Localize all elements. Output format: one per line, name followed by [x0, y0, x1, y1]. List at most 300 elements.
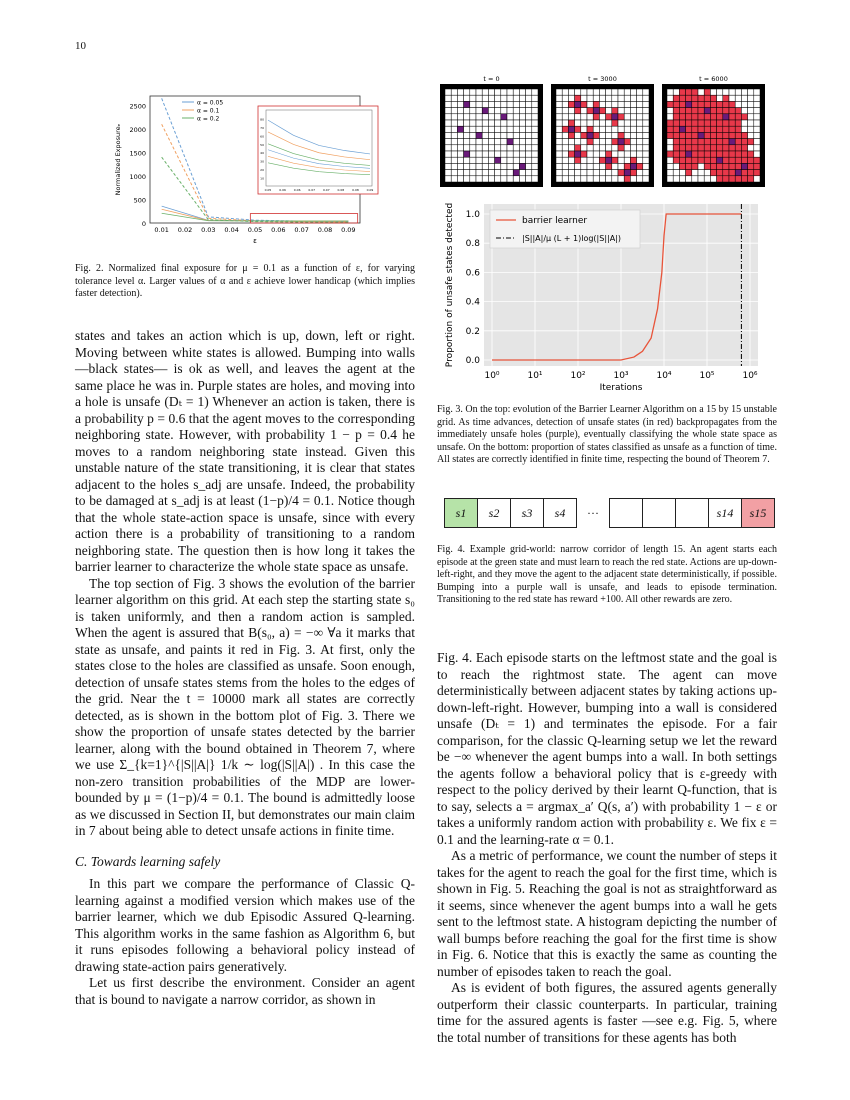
grid-cell [519, 170, 525, 176]
grid-cell [606, 157, 612, 163]
grid-cell [637, 126, 643, 132]
grid-cell [618, 101, 624, 107]
grid-cell [575, 157, 581, 163]
grid-cell [754, 89, 760, 95]
y-tick-label: 1000 [129, 172, 146, 181]
grid-cell [507, 170, 513, 176]
grid-cell [612, 163, 618, 169]
grid-cell [476, 151, 482, 157]
grid-cell [556, 126, 562, 132]
grid-cell [593, 126, 599, 132]
grid-cell [710, 101, 716, 107]
grid-cell [723, 126, 729, 132]
grid-cell [562, 132, 568, 138]
grid-cell [710, 95, 716, 101]
grid-cell [526, 114, 532, 120]
grid-cell [457, 145, 463, 151]
grid-cell [488, 139, 494, 145]
inset-y-tick: 20 [260, 168, 264, 173]
grid-cell [686, 151, 692, 157]
grid-cell [735, 163, 741, 169]
grid-cell [457, 95, 463, 101]
fig3-caption: Fig. 3. On the top: evolution of the Barrier Learner Algorithm on a 15 by 15 unstable grid. As time advances, detection of unsafe states (in red) backpropagates from the immediately unsafe holes (purple), eventually classifying the whole state space as unsafe. On the bottom: proportion of states classified as unsafe as a function of time. All states are correctly identified in finite time, respecting the bound of Theorem 7. [437, 404, 777, 466]
grid-cell [704, 114, 710, 120]
grid-cell [562, 157, 568, 163]
grid-cell [729, 95, 735, 101]
grid-cell [476, 139, 482, 145]
grid-0 [445, 89, 538, 182]
grid-cell [519, 132, 525, 138]
paragraph: Let us first describe the environment. Consider an agent that is bound to navigate a narrow corridor, as shown in [75, 975, 415, 1007]
grid-cell [643, 120, 649, 126]
grid-cell [729, 163, 735, 169]
grid-cell [735, 176, 741, 182]
grid-cell [599, 151, 605, 157]
grid-cell [470, 114, 476, 120]
legend-label: barrier learner [522, 216, 588, 226]
grid-cell [729, 108, 735, 114]
grid-cell [704, 170, 710, 176]
grid-cell [445, 163, 451, 169]
grid-cell [587, 126, 593, 132]
grid-cell [495, 114, 501, 120]
grid-cell [673, 120, 679, 126]
grid-cell [495, 163, 501, 169]
grid-cell [679, 176, 685, 182]
grid-cell [735, 114, 741, 120]
grid-cell [612, 89, 618, 95]
grid-cell [618, 108, 624, 114]
grid-cell [476, 163, 482, 169]
x-tick-label: 0.09 [341, 226, 356, 234]
grid-cell [556, 151, 562, 157]
grid-cell [464, 89, 470, 95]
grid-cell [575, 176, 581, 182]
grid-cell [729, 101, 735, 107]
grid-cell [495, 126, 501, 132]
grid-cell [704, 89, 710, 95]
grid-cell [526, 145, 532, 151]
grid-cell [630, 176, 636, 182]
grid-cell [464, 114, 470, 120]
inset-y-tick: 30 [260, 159, 264, 164]
grid-cell [587, 151, 593, 157]
grid-cell [599, 132, 605, 138]
grid-cell [526, 126, 532, 132]
grid-cell [735, 170, 741, 176]
grid-cell [624, 114, 630, 120]
grid-cell [748, 163, 754, 169]
grid-cell [581, 163, 587, 169]
grid-cell [704, 157, 710, 163]
grid-cell [618, 120, 624, 126]
corridor-cell [676, 499, 709, 528]
grid-cell [698, 163, 704, 169]
grid-cell [630, 114, 636, 120]
grid-cell [445, 108, 451, 114]
grid-cell [673, 139, 679, 145]
grid-cell [618, 170, 624, 176]
grid-cell [735, 108, 741, 114]
grid-cell [673, 157, 679, 163]
grid-cell [464, 132, 470, 138]
grid-cell [686, 114, 692, 120]
x-tick-label: 0.07 [294, 226, 309, 234]
grid-cell [581, 120, 587, 126]
grid-cell [643, 89, 649, 95]
grid-cell [630, 151, 636, 157]
grid-cell [723, 132, 729, 138]
y-tick-label: 2500 [129, 102, 146, 111]
grid-cell [630, 157, 636, 163]
grid-cell [729, 120, 735, 126]
grid-cell [637, 151, 643, 157]
grid-cell [495, 151, 501, 157]
grid-cell [735, 89, 741, 95]
grid-cell [686, 120, 692, 126]
grid-cell [637, 89, 643, 95]
grid-cell [612, 176, 618, 182]
grid-cell [741, 120, 747, 126]
grid-cell [519, 139, 525, 145]
grid-cell [704, 120, 710, 126]
grid-cell [679, 170, 685, 176]
grid-cell [556, 170, 562, 176]
grid-cell [495, 145, 501, 151]
grid-cell [618, 89, 624, 95]
grid-cell [556, 176, 562, 182]
grid-cell [575, 145, 581, 151]
grid-cell [612, 95, 618, 101]
grid-cell [581, 114, 587, 120]
inset-frame [258, 106, 378, 194]
grid-cell [624, 170, 630, 176]
grid-cell [556, 95, 562, 101]
grid-cell [673, 95, 679, 101]
grid-cell [667, 145, 673, 151]
inset-x-tick: 0.09 [366, 188, 374, 192]
grid-cell [637, 120, 643, 126]
grid-cell [686, 101, 692, 107]
grid-cell [599, 163, 605, 169]
grid-cell [507, 95, 513, 101]
grid-cell [532, 163, 538, 169]
grid-cell [599, 176, 605, 182]
grid-cell [729, 145, 735, 151]
grid-cell [470, 89, 476, 95]
x-tick-label: 10⁰ [484, 371, 500, 381]
grid-cell [519, 176, 525, 182]
grid-cell [587, 170, 593, 176]
grid-cell [526, 95, 532, 101]
grid-cell [562, 126, 568, 132]
grid-cell [704, 132, 710, 138]
grid-cell [575, 95, 581, 101]
grid-cell [667, 170, 673, 176]
x-axis-label: ε [253, 237, 257, 245]
grid-cell [612, 132, 618, 138]
grid-cell [593, 139, 599, 145]
grid-cell [562, 163, 568, 169]
grid-cell [519, 151, 525, 157]
grid-cell [618, 132, 624, 138]
grid-cell [717, 157, 723, 163]
grid-cell [575, 89, 581, 95]
grid-cell [754, 126, 760, 132]
grid-cell [575, 108, 581, 114]
grid-cell [679, 95, 685, 101]
grid-cell [519, 163, 525, 169]
grid-cell [482, 101, 488, 107]
grid-cell [643, 126, 649, 132]
grid-cell [686, 176, 692, 182]
grid-cell [637, 101, 643, 107]
grid-cell [476, 108, 482, 114]
grid-cell [470, 170, 476, 176]
grid-cell [575, 114, 581, 120]
grid-cell [612, 157, 618, 163]
grid-cell [519, 126, 525, 132]
grid-cell [754, 95, 760, 101]
grid-cell [741, 132, 747, 138]
grid-cell [667, 132, 673, 138]
grid-cell [710, 157, 716, 163]
grid-cell [612, 108, 618, 114]
grid-cell [451, 145, 457, 151]
grid-cell [476, 176, 482, 182]
grid-cell [451, 157, 457, 163]
paragraph: As a metric of performance, we count the number of steps it takes for the agent to reach the goal for the first time, which is shown in Fig. 5. Reaching the goal is not as straightforward as it seems, since whenever the agent bumps into a wall he gets sent to the leftmost state. A histogram depicting the number of wall bumps before reaching the goal for the first time is show in Fig. 6. Notice that this is exactly the same as counting the number of episodes taken to reach the goal. [437, 848, 777, 979]
grid-cell [488, 163, 494, 169]
x-tick-label: 0.02 [177, 226, 193, 234]
grid-cell [457, 101, 463, 107]
grid-cell [673, 132, 679, 138]
grid-cell [507, 163, 513, 169]
grid-cell [630, 145, 636, 151]
grid-cell [488, 120, 494, 126]
grid-cell [606, 176, 612, 182]
y-tick-label: 0.8 [465, 239, 480, 250]
grid-cell [519, 120, 525, 126]
grid-cell [679, 108, 685, 114]
grid-cell [568, 170, 574, 176]
y-axis-label: Proportion of unsafe states detected [445, 202, 455, 368]
fig2-caption: Fig. 2. Normalized final exposure for μ = 0.1 as a function of ε, for varying tolerance level α. Larger values of α and ε achieve lower handicap (which implies faster detection). [75, 263, 415, 300]
grid-cell [587, 108, 593, 114]
grid-cell [470, 95, 476, 101]
grid-cell [710, 139, 716, 145]
grid-cell [606, 139, 612, 145]
grid-cell [445, 170, 451, 176]
grid-cell [710, 170, 716, 176]
grid-cell [464, 126, 470, 132]
grid-cell [692, 163, 698, 169]
grid-cell [457, 176, 463, 182]
grid-cell [686, 163, 692, 169]
grid-cell [445, 126, 451, 132]
grid-cell [637, 95, 643, 101]
grid-cell [630, 120, 636, 126]
grid-cell [735, 139, 741, 145]
corridor-cell [643, 499, 676, 528]
grid-cell [532, 101, 538, 107]
grid-cell [575, 101, 581, 107]
series-line-2-low [162, 209, 349, 221]
grid-cell [624, 89, 630, 95]
grid-cell [476, 170, 482, 176]
grid-title: t = 6000 [699, 75, 728, 83]
grid-cell [457, 132, 463, 138]
grid-cell [606, 89, 612, 95]
grid-cell [599, 170, 605, 176]
grid-cell [488, 151, 494, 157]
grid-cell [526, 139, 532, 145]
grid-cell [717, 89, 723, 95]
grid-cell [637, 132, 643, 138]
grid-cell [445, 176, 451, 182]
grid-cell [445, 95, 451, 101]
grid-cell [606, 114, 612, 120]
grid-cell [451, 126, 457, 132]
grid-cell [624, 139, 630, 145]
grid-cell [482, 95, 488, 101]
grid-cell [624, 132, 630, 138]
grid-cell [667, 139, 673, 145]
corridor-cell [610, 499, 643, 528]
grid-cell [599, 114, 605, 120]
grid-cell [599, 95, 605, 101]
grid-cell [488, 157, 494, 163]
grid-cell [748, 114, 754, 120]
grid-cell [507, 151, 513, 157]
grid-cell [618, 163, 624, 169]
grid-cell [630, 89, 636, 95]
grid-cell [667, 126, 673, 132]
grid-cell [519, 114, 525, 120]
grid-cell [667, 114, 673, 120]
grid-cell [612, 139, 618, 145]
grid-cell [532, 108, 538, 114]
grid-cell [692, 101, 698, 107]
grid-cell [470, 108, 476, 114]
inset-y-tick: 60 [260, 134, 264, 139]
grid-cell [637, 176, 643, 182]
grid-cell [501, 89, 507, 95]
grid-cell [741, 139, 747, 145]
grid-cell [593, 95, 599, 101]
grid-cell [526, 101, 532, 107]
grid-cell [482, 126, 488, 132]
grid-cell [562, 89, 568, 95]
grid-cell [643, 145, 649, 151]
grid-cell [624, 126, 630, 132]
grid-cell [686, 145, 692, 151]
y-axis-label: Normalized Exposureₑ [114, 123, 122, 196]
right-column-text [437, 650, 777, 1046]
grid-cell [643, 101, 649, 107]
grid-cell [488, 108, 494, 114]
grid-cell [457, 170, 463, 176]
grid-cell [526, 157, 532, 163]
grid-cell [748, 139, 754, 145]
grid-cell [488, 132, 494, 138]
legend-label: |S||A|/μ (L + 1)log(|S||A|) [522, 234, 622, 243]
grid-cell [710, 132, 716, 138]
grid-cell [748, 145, 754, 151]
fig4-corridor [444, 498, 775, 528]
grid-cell [643, 139, 649, 145]
grid-cell [698, 176, 704, 182]
grid-cell [593, 114, 599, 120]
grid-cell [593, 108, 599, 114]
grid-cell [710, 176, 716, 182]
grid-cell [581, 176, 587, 182]
grid-cell [624, 145, 630, 151]
inset-x-tick: 0.06 [279, 188, 286, 192]
grid-cell [729, 176, 735, 182]
fig3-chart [440, 200, 770, 396]
grid-cell [624, 176, 630, 182]
grid-cell [667, 101, 673, 107]
fig2-chart [110, 88, 374, 248]
grid-cell [532, 132, 538, 138]
grid-cell [556, 132, 562, 138]
y-tick-label: 0.2 [465, 326, 480, 337]
grid-cell [698, 95, 704, 101]
grid-cell [526, 108, 532, 114]
grid-cell [464, 176, 470, 182]
grid-cell [495, 170, 501, 176]
grid-cell [710, 163, 716, 169]
grid-cell [618, 139, 624, 145]
grid-cell [532, 89, 538, 95]
grid-cell [482, 120, 488, 126]
grid-cell [507, 89, 513, 95]
grid-cell [587, 114, 593, 120]
grid-cell [717, 145, 723, 151]
grid-cell [735, 145, 741, 151]
grid-cell [495, 95, 501, 101]
grid-cell [513, 139, 519, 145]
grid-cell [698, 101, 704, 107]
grid-cell [581, 139, 587, 145]
grid-cell [704, 163, 710, 169]
grid-cell [470, 145, 476, 151]
grid-cell [593, 101, 599, 107]
grid-cell [698, 145, 704, 151]
grid-cell [717, 139, 723, 145]
grid-cell [599, 145, 605, 151]
grid-cell [562, 170, 568, 176]
grid-cell [637, 108, 643, 114]
grid-cell [464, 170, 470, 176]
grid-cell [637, 139, 643, 145]
grid-cell [495, 108, 501, 114]
grid-cell [723, 89, 729, 95]
grid-cell [673, 151, 679, 157]
corridor-cell: ··· [587, 505, 599, 520]
grid-cell [704, 101, 710, 107]
grid-cell [754, 151, 760, 157]
grid-cell [748, 101, 754, 107]
grid-cell [729, 89, 735, 95]
grid-cell [562, 176, 568, 182]
inset-x-tick: 0.07 [308, 188, 316, 192]
grid-cell [593, 120, 599, 126]
grid-cell [581, 95, 587, 101]
grid-cell [624, 120, 630, 126]
grid-cell [717, 163, 723, 169]
